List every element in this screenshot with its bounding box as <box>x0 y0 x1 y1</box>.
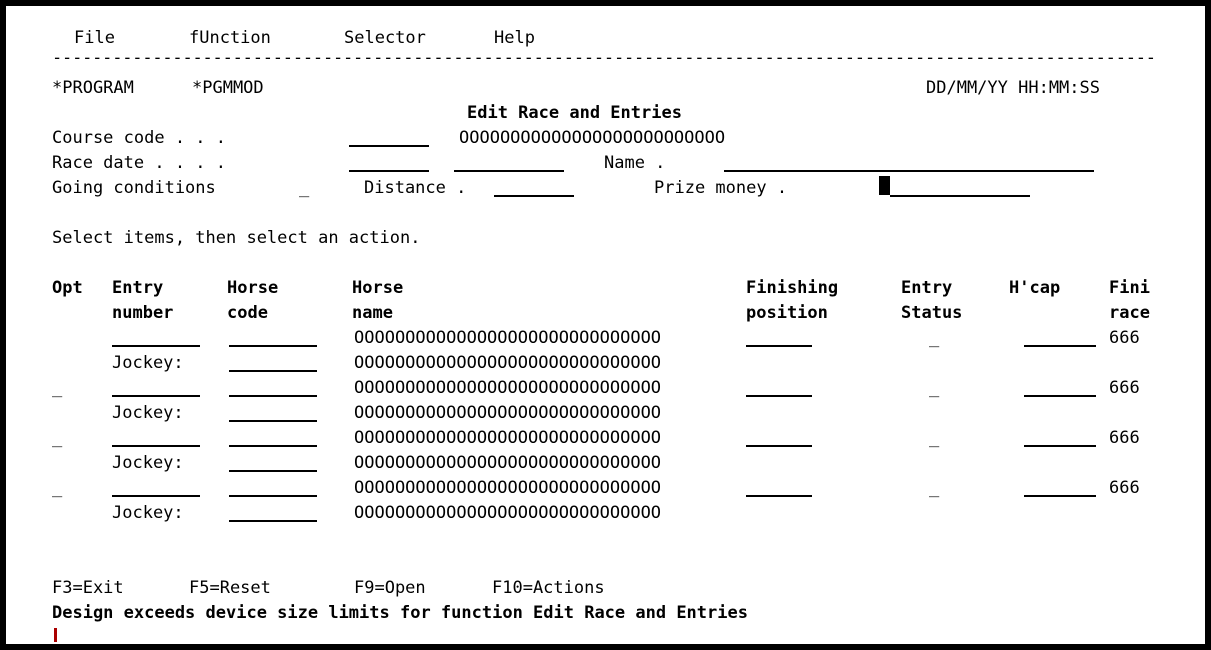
horse-name-value-2: OOOOOOOOOOOOOOOOOOOOOOOOOOOOOO <box>354 378 662 398</box>
finishing-position-input-2[interactable] <box>746 376 812 397</box>
entry-status-input-4[interactable]: _ <box>929 478 940 498</box>
column-header-entry-status-l2: Status <box>901 303 963 323</box>
column-header-fini-l2: race <box>1109 303 1150 323</box>
function-key-f10[interactable]: F10=Actions <box>492 578 605 598</box>
column-header-horse-code-l2: code <box>227 303 268 323</box>
horse-name-value-4: OOOOOOOOOOOOOOOOOOOOOOOOOOOOOO <box>354 478 662 498</box>
page-title: Edit Race and Entries <box>467 103 682 123</box>
finishing-position-input-3[interactable] <box>746 426 812 447</box>
column-header-entry-status-l1: Entry <box>901 278 953 298</box>
entry-number-input-4[interactable] <box>112 476 200 497</box>
jockey-label-2: Jockey: <box>112 403 184 423</box>
entry-status-input-3[interactable]: _ <box>929 428 940 448</box>
hcap-input-3[interactable] <box>1024 426 1096 447</box>
entry-number-input-1[interactable] <box>112 326 200 347</box>
fini-race-value-3: 666 <box>1109 428 1140 448</box>
column-header-entry-number-l1: Entry <box>112 278 164 298</box>
status-message: Design exceeds device size limits for function Edit Race and Entries <box>52 603 748 623</box>
finishing-position-input-1[interactable] <box>746 326 812 347</box>
jockey-code-input-2[interactable] <box>229 401 317 422</box>
distance-input[interactable] <box>494 176 574 197</box>
opt-input-3[interactable]: _ <box>52 428 63 448</box>
jockey-name-value-2: OOOOOOOOOOOOOOOOOOOOOOOOOOOOOO <box>354 403 662 423</box>
fini-race-value-4: 666 <box>1109 478 1140 498</box>
horse-name-value-3: OOOOOOOOOOOOOOOOOOOOOOOOOOOOOO <box>354 428 662 448</box>
entry-number-input-2[interactable] <box>112 376 200 397</box>
jockey-label-3: Jockey: <box>112 453 184 473</box>
text-cursor <box>879 176 890 195</box>
jockey-name-value-1: OOOOOOOOOOOOOOOOOOOOOOOOOOOOOO <box>354 353 662 373</box>
jockey-label-4: Jockey: <box>112 503 184 523</box>
horse-name-value-1: OOOOOOOOOOOOOOOOOOOOOOOOOOOOOO <box>354 328 662 348</box>
column-header-opt: Opt <box>52 278 83 298</box>
race-date-input-2[interactable] <box>454 151 564 172</box>
pgmmod-label: *PGMMOD <box>192 78 264 98</box>
going-conditions-label: Going conditions <box>52 178 216 198</box>
distance-label: Distance . <box>364 178 467 198</box>
finishing-position-input-4[interactable] <box>746 476 812 497</box>
hcap-input-2[interactable] <box>1024 376 1096 397</box>
datetime-label: DD/MM/YY HH:MM:SS <box>926 78 1100 98</box>
column-header-horse-name-l1: Horse <box>352 278 404 298</box>
prize-money-input[interactable] <box>890 176 1030 197</box>
column-header-horse-name-l2: name <box>352 303 393 323</box>
opt-input-4[interactable]: _ <box>52 478 63 498</box>
fini-race-value-1: 666 <box>1109 328 1140 348</box>
instruction-text: Select items, then select an action. <box>52 228 421 248</box>
menu-item-selector[interactable]: Selector <box>344 28 426 48</box>
going-conditions-input[interactable]: _ <box>299 178 310 198</box>
entry-number-input-3[interactable] <box>112 426 200 447</box>
horse-code-input-1[interactable] <box>229 326 317 347</box>
hcap-input-4[interactable] <box>1024 476 1096 497</box>
menu-item-file[interactable]: File <box>74 28 115 48</box>
column-header-finishing-position-l2: position <box>746 303 828 323</box>
column-header-entry-number-l2: number <box>112 303 174 323</box>
name-input[interactable] <box>724 151 1094 172</box>
function-key-f5[interactable]: F5=Reset <box>189 578 271 598</box>
jockey-code-input-3[interactable] <box>229 451 317 472</box>
opt-input-2[interactable]: _ <box>52 378 63 398</box>
function-key-f3[interactable]: F3=Exit <box>52 578 124 598</box>
menu-item-function[interactable]: fUnction <box>189 28 271 48</box>
horse-code-input-2[interactable] <box>229 376 317 397</box>
terminal-content <box>24 14 1194 642</box>
hcap-input-1[interactable] <box>1024 326 1096 347</box>
race-date-label: Race date . . . . <box>52 153 226 173</box>
jockey-name-value-3: OOOOOOOOOOOOOOOOOOOOOOOOOOOOOO <box>354 453 662 473</box>
function-key-f9[interactable]: F9=Open <box>354 578 426 598</box>
entry-status-input-2[interactable]: _ <box>929 378 940 398</box>
prize-money-label: Prize money . <box>654 178 788 198</box>
column-header-hcap: H'cap <box>1009 278 1061 298</box>
course-name-value: OOOOOOOOOOOOOOOOOOOOOOOOOO <box>459 128 726 148</box>
menu-item-help[interactable]: Help <box>494 28 535 48</box>
jockey-name-value-4: OOOOOOOOOOOOOOOOOOOOOOOOOOOOOO <box>354 503 662 523</box>
jockey-code-input-4[interactable] <box>229 501 317 522</box>
program-label: *PROGRAM <box>52 78 134 98</box>
race-date-input-1[interactable] <box>349 151 429 172</box>
name-label: Name . <box>604 153 666 173</box>
jockey-label-1: Jockey: <box>112 353 184 373</box>
horse-code-input-4[interactable] <box>229 476 317 497</box>
horse-code-input-3[interactable] <box>229 426 317 447</box>
column-header-horse-code-l1: Horse <box>227 278 279 298</box>
menu-separator: -------------------------------------------------------------------------------------------------------------- <box>52 48 1156 68</box>
column-header-fini-l1: Fini <box>1109 278 1150 298</box>
course-code-input[interactable] <box>349 126 429 147</box>
input-caret <box>54 628 57 642</box>
jockey-code-input-1[interactable] <box>229 351 317 372</box>
entry-status-input-1[interactable]: _ <box>929 328 940 348</box>
course-code-label: Course code . . . <box>52 128 226 148</box>
fini-race-value-2: 666 <box>1109 378 1140 398</box>
column-header-finishing-position-l1: Finishing <box>746 278 839 298</box>
